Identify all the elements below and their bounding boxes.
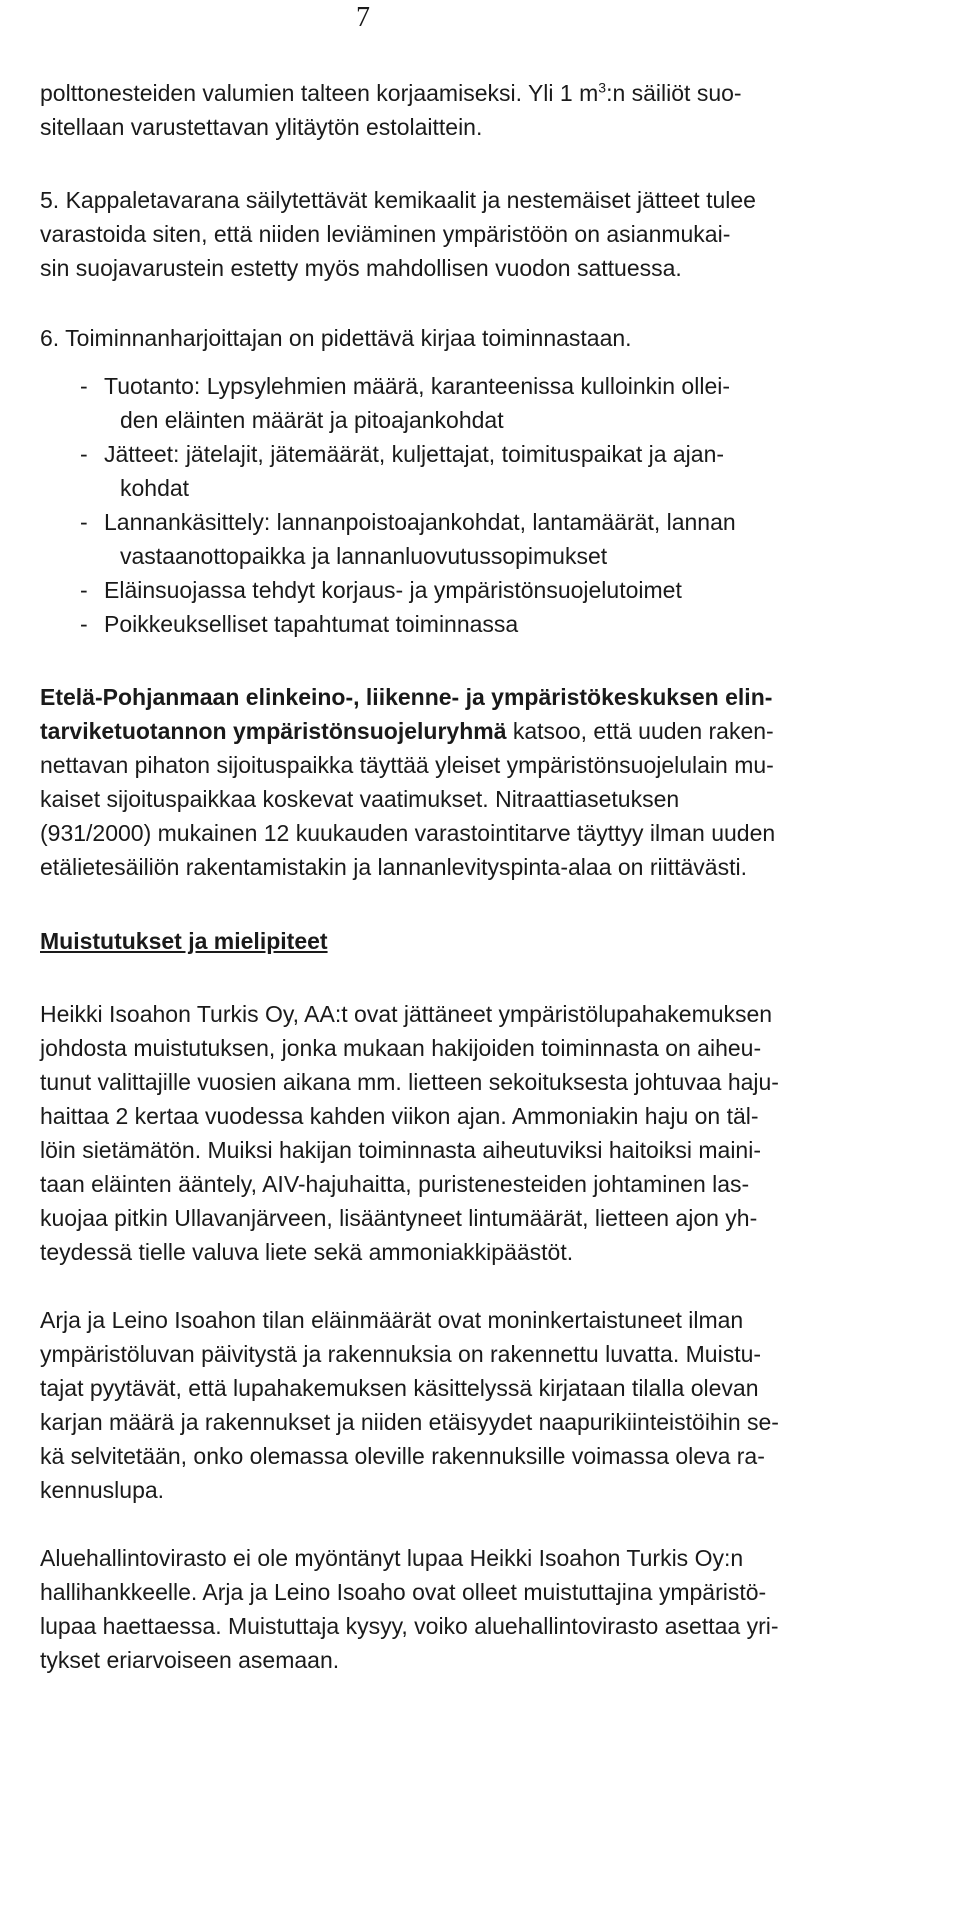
list-item	[80, 437, 960, 505]
list-item-text: Lannankäsittely: lannanpoistoajankohdat, lantamäärät, lannan	[104, 509, 736, 535]
records-list	[40, 369, 960, 641]
statement-body: nettavan pihaton sijoituspaikka täyttää yleiset ympäristönsuojelulain mu- kaiset sijoituspaikkaa koskevat vaatimukset. Nitraattiasetuksen (931/2000) mukainen 12 kuukauden varastointitarve täyttyy ilman uuden etälietesäiliön rakentamistakin ja lannanlevityspinta-alaa on riittävästi.	[40, 752, 776, 880]
list-dash: -	[80, 373, 88, 399]
paragraph: Heikki Isoahon Turkis Oy, AA:t ovat jättäneet ympäristölupahakemuksen johdosta muistutuksen, jonka mukaan hakijoiden toiminnasta on aiheu- tunut valittajille vuosien aikana mm. lietteen sekoituksesta johtuvaa haju- haittaa 2 kertaa vuodessa kahden viikon ajan. Ammoniakin haju on täl- löin sietämätön. Muiksi hakijan toiminnasta aiheutuviksi haitoiksi maini- taan eläinten ääntely, AIV-hajuhaitta, puristenesteiden johtaminen las- kuojaa pitkin Ullavanjärveen, lisääntyneet lintumäärät, lietteen ajon yh- teydessä tielle valuva liete sekä ammoniakkipäästöt.	[40, 1001, 779, 1265]
list-item	[80, 369, 960, 437]
section-heading: Muistutukset ja mielipiteet	[40, 928, 328, 954]
item-4-continuation	[40, 76, 960, 144]
item-4-line1a: polttonesteiden valumien talteen korjaamiseksi. Yli 1 m	[40, 80, 599, 106]
list-dash: -	[80, 509, 88, 535]
list-item-text: Poikkeukselliset tapahtumat toiminnassa	[104, 611, 519, 637]
document-body	[40, 76, 960, 1677]
list-item-continuation: kohdat	[120, 475, 190, 501]
list-item-text: Jätteet: jätelajit, jätemäärät, kuljettajat, toimituspaikat ja ajan-	[104, 441, 725, 467]
list-dash: -	[80, 577, 88, 603]
statement-line2-rest: katsoo, että uuden raken-	[506, 718, 774, 744]
list-item-continuation: vastaanottopaikka ja lannanluovutussopimukset	[120, 543, 608, 569]
item-5: 5. Kappaletavarana säilytettävät kemikaalit ja nestemäiset jätteet tulee varastoida siten, että niiden leviäminen ympäristöön on asianmukai- sin suojavarustein estetty myös mahdollisen vuodon sattuessa.	[40, 187, 756, 281]
paragraph: Aluehallintovirasto ei ole myöntänyt lupaa Heikki Isoahon Turkis Oy:n hallihankkeelle. Arja ja Leino Isoaho ovat olleet muistuttajina ympäristö- lupaa haettaessa. Muistuttaja kysyy, voiko aluehallintovirasto asettaa yri- tykset eriarvoiseen asemaan.	[40, 1545, 779, 1673]
item-6: 6. Toiminnanharjoittajan on pidettävä kirjaa toiminnastaan.	[40, 325, 632, 351]
list-item-text: Tuotanto: Lypsylehmien määrä, karanteenissa kulloinkin ollei-	[104, 373, 731, 399]
item-4-superscript: 3	[598, 79, 607, 96]
list-dash: -	[80, 611, 88, 637]
authority-statement	[40, 680, 960, 884]
authority-name-line2: tarviketuotannon ympäristönsuojeluryhmä	[40, 718, 507, 744]
item-4-line1b: :n säiliöt suo-	[606, 80, 742, 106]
list-item	[80, 505, 960, 573]
list-item-continuation: den eläinten määrät ja pitoajankohdat	[120, 407, 504, 433]
page-number: 7	[356, 2, 370, 33]
list-item	[80, 573, 960, 607]
item-4-line2: sitellaan varustettavan ylitäytön estolaittein.	[40, 114, 483, 140]
list-dash: -	[80, 441, 88, 467]
list-item	[80, 607, 960, 641]
authority-name-line1: Etelä-Pohjanmaan elinkeino-, liikenne- ja ympäristökeskuksen elin-	[40, 684, 773, 710]
paragraph: Arja ja Leino Isoahon tilan eläinmäärät ovat moninkertaistuneet ilman ympäristöluvan päivitystä ja rakennuksia on rakennettu luvatta. Muistu- tajat pyytävät, että lupahakemuksen käsittelyssä kirjataan tilalla olevan karjan määrä ja rakennukset ja niiden etäisyydet naapurikiinteistöihin se- kä selvitetään, onko olemassa oleville rakennuksille voimassa oleva ra- kennuslupa.	[40, 1307, 779, 1503]
list-item-text: Eläinsuojassa tehdyt korjaus- ja ympäristönsuojelutoimet	[104, 577, 682, 603]
